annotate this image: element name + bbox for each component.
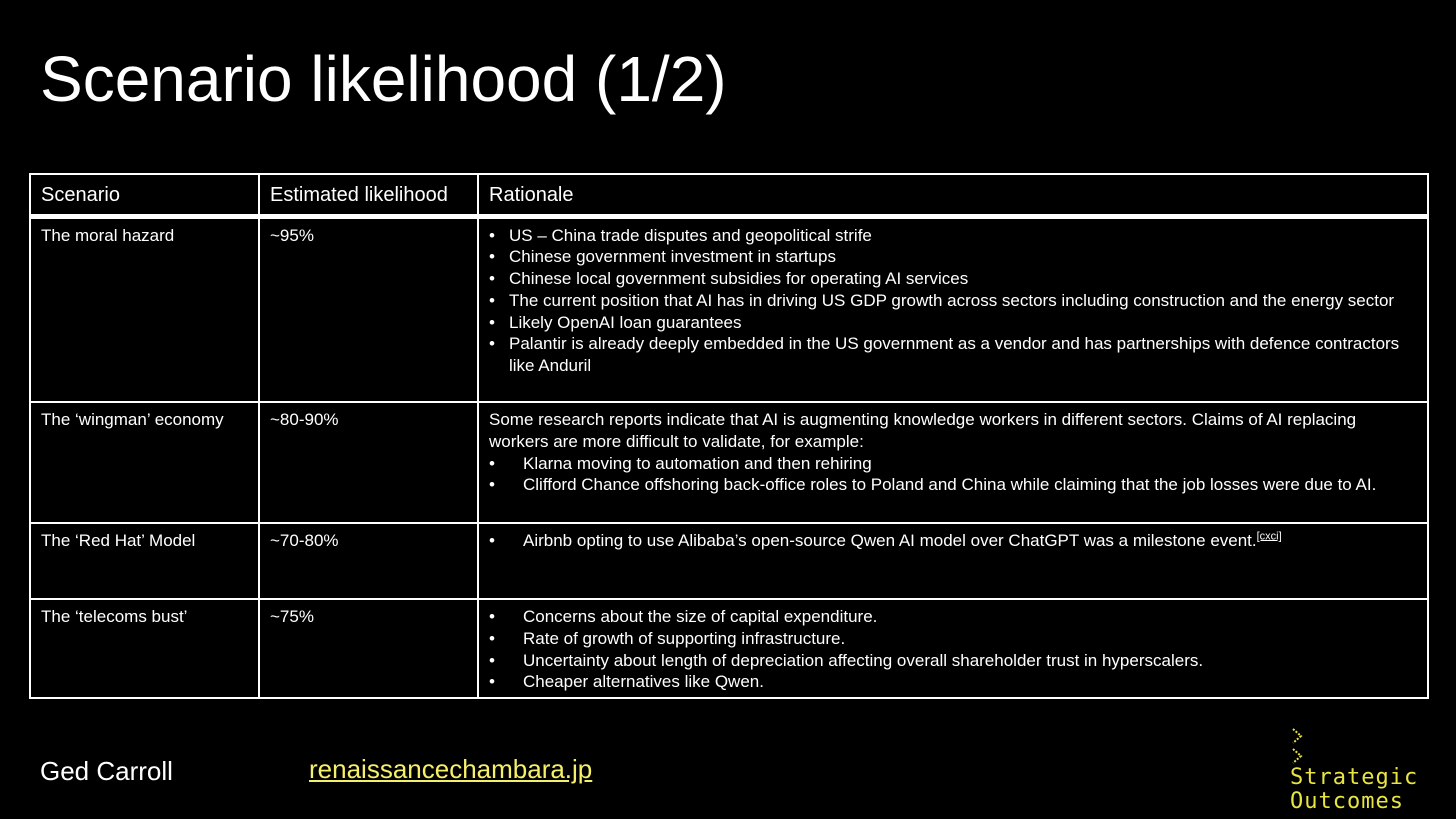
table-row	[30, 216, 1428, 402]
slide-title: Scenario likelihood (1/2)	[40, 43, 727, 115]
rationale-list	[489, 530, 1417, 552]
header-likelihood: Estimated likelihood	[259, 174, 478, 216]
list-item-text: Airbnb opting to use Alibaba’s open-source Qwen AI model over ChatGPT was a milestone event.	[523, 531, 1257, 550]
rationale-cell	[478, 523, 1428, 599]
list-item: • Klarna moving to automation and then rehiring	[489, 453, 1417, 475]
rationale-cell	[478, 216, 1428, 402]
header-scenario: Scenario	[30, 174, 259, 216]
table-row	[30, 523, 1428, 599]
list-item: • US – China trade disputes and geopolitical strife	[489, 225, 1417, 247]
likelihood-cell: ~75%	[259, 599, 478, 698]
table-row	[30, 402, 1428, 523]
scenario-cell: The ‘wingman’ economy	[30, 402, 259, 523]
list-item: • Clifford Chance offshoring back-office roles to Poland and China while claiming that the job losses were due to AI.	[489, 474, 1417, 496]
list-item: • Chinese government investment in startups	[489, 246, 1417, 268]
website-link[interactable]: renaissancechambara.jp	[309, 754, 593, 784]
scenario-cell: The moral hazard	[30, 216, 259, 402]
rationale-cell	[478, 599, 1428, 698]
chevron-right-icon	[1290, 726, 1304, 766]
list-item: • Chinese local government subsidies for operating AI services	[489, 268, 1417, 290]
logo-line1: Strategic	[1290, 765, 1419, 790]
header-rationale: Rationale	[478, 174, 1428, 216]
rationale-cell	[478, 402, 1428, 523]
scenario-table	[29, 173, 1429, 699]
table-row	[30, 599, 1428, 698]
rationale-list	[489, 453, 1417, 497]
list-item: • Likely OpenAI loan guarantees	[489, 312, 1417, 334]
author-name: Ged Carroll	[40, 756, 173, 786]
list-item	[489, 530, 1417, 552]
rationale-list	[489, 606, 1417, 693]
table-header-row	[30, 174, 1428, 216]
list-item: • Cheaper alternatives like Qwen.	[489, 671, 1417, 693]
logo-line2: Outcomes	[1290, 789, 1404, 814]
list-item: • Uncertainty about length of depreciation affecting overall shareholder trust in hyperscalers.	[489, 650, 1417, 672]
citation-link[interactable]: [cxci]	[1256, 530, 1282, 543]
rationale-intro: Some research reports indicate that AI is augmenting knowledge workers in different sectors. Claims of AI replacing workers are more difficult to validate, for example:	[489, 410, 1357, 451]
scenario-cell: The ‘Red Hat’ Model	[30, 523, 259, 599]
list-item: • The current position that AI has in driving US GDP growth across sectors including construction and the energy sector	[489, 290, 1417, 312]
rationale-list	[489, 225, 1417, 378]
list-item: • Palantir is already deeply embedded in the US government as a vendor and has partnerships with defence contractors like Anduril	[489, 333, 1417, 377]
list-item: • Concerns about the size of capital expenditure.	[489, 606, 1417, 628]
likelihood-cell: ~70-80%	[259, 523, 478, 599]
scenario-cell: The ‘telecoms bust’	[30, 599, 259, 698]
likelihood-cell: ~80-90%	[259, 402, 478, 523]
likelihood-cell: ~95%	[259, 216, 478, 402]
list-item: • Rate of growth of supporting infrastructure.	[489, 628, 1417, 650]
strategic-outcomes-logo	[1290, 726, 1440, 816]
